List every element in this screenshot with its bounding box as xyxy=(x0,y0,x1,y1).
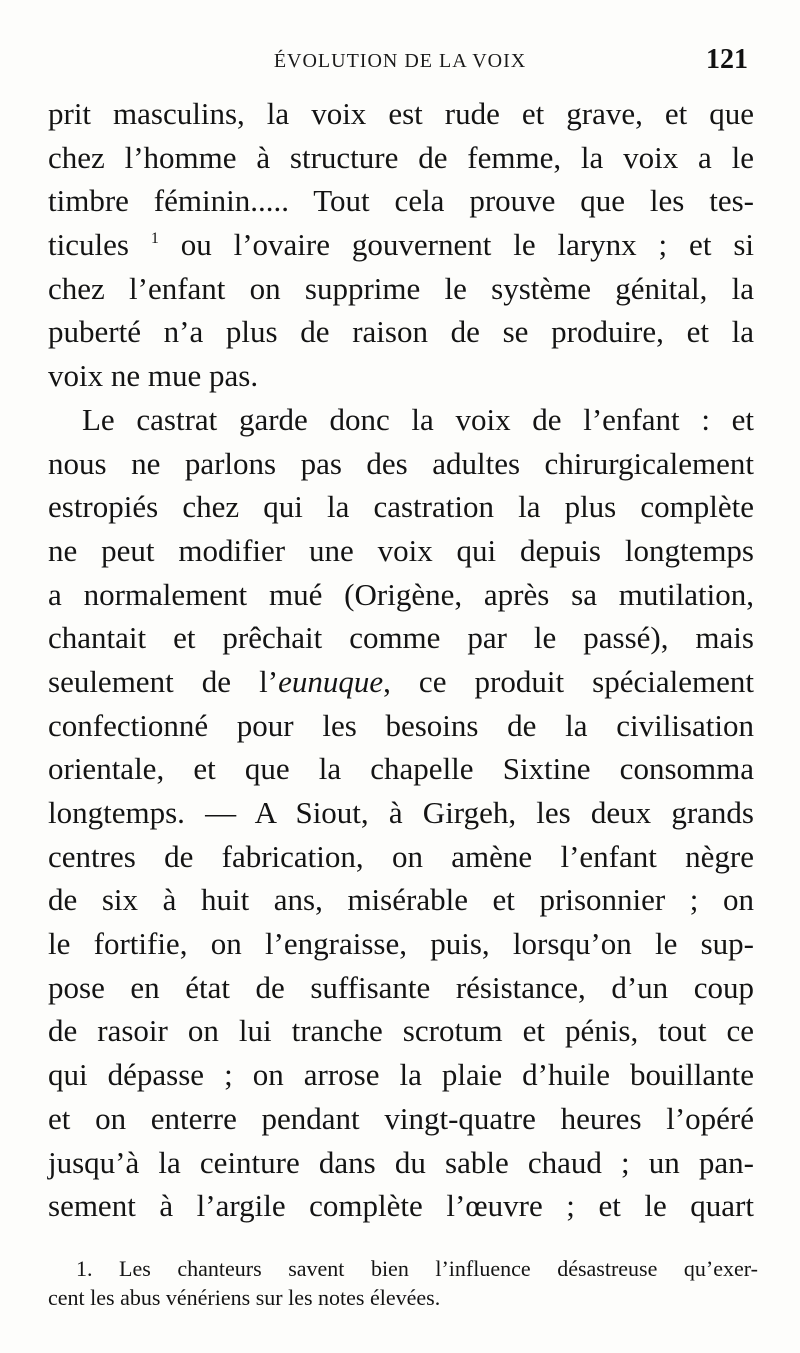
text-line: confectionné pour les besoins de la civilisation xyxy=(48,707,754,743)
text-line: centres de fabrication, on amène l’enfant nègre xyxy=(48,838,754,874)
page-number: 121 xyxy=(706,44,748,75)
text-line: nous ne parlons pas des adultes chirurgicalement xyxy=(48,445,754,481)
text-line: qui dépasse ; on arrose la plaie d’huile bouillante xyxy=(48,1057,754,1093)
text-line: prit masculins, la voix est rude et grave, et que xyxy=(48,96,754,131)
text-line: a normalement mué (Origène, après sa mutilation, xyxy=(48,576,754,612)
footnote-marker: 1. xyxy=(76,1256,93,1281)
text-line xyxy=(48,223,754,267)
footnote-text: Les chanteurs savent bien l’influence désastreuse qu’exer- xyxy=(119,1256,758,1281)
text-line: le fortifie, on l’engraisse, puis, lorsqu’on le sup- xyxy=(48,926,754,962)
text-line: orientale, et que la chapelle Sixtine consomma xyxy=(48,751,754,787)
paragraph-end-line: voix ne mue pas. xyxy=(48,358,259,394)
running-head xyxy=(48,46,752,86)
text-line: de rasoir on lui tranche scrotum et pénis, tout ce xyxy=(48,1013,754,1049)
text-line: chez l’homme à structure de femme, la voix a le xyxy=(48,139,754,175)
running-title: ÉVOLUTION DE LA VOIX xyxy=(273,50,527,72)
text-line: estropiés chez qui la castration la plus complète xyxy=(48,489,754,525)
text-line: chantait et prêchait comme par le passé), mais xyxy=(48,620,754,656)
text-line: de six à huit ans, misérable et prisonnier ; on xyxy=(48,882,754,918)
text-line: chez l’enfant on supprime le système génital, la xyxy=(48,270,754,306)
text-line: ne peut modifier une voix qui depuis longtemps xyxy=(48,532,754,568)
text-line: pose en état de suffisante résistance, d’un coup xyxy=(48,969,754,1005)
text-line-rest: ou l’ovaire gouvernent le larynx ; et si xyxy=(180,227,754,263)
paragraph-start-line: Le castrat garde donc la voix de l’enfant : et xyxy=(82,401,754,437)
footnote-line xyxy=(48,1254,758,1283)
text-line-lead: ticules xyxy=(48,227,129,263)
text-line xyxy=(48,660,754,704)
body-text xyxy=(48,92,754,1228)
text-line: longtemps. — A Siout, à Girgeh, les deux grands xyxy=(48,795,754,830)
text-line-lead: seulement de l’ xyxy=(48,663,279,699)
text-line: jusqu’à la ceinture dans du sable chaud ; un pan- xyxy=(48,1144,754,1180)
footnote-reference: 1 xyxy=(150,230,159,248)
footnotes xyxy=(48,1254,758,1312)
text-line: timbre féminin..... Tout cela prouve que les tes- xyxy=(48,183,754,219)
text-line: et on enterre pendant vingt-quatre heures l’opéré xyxy=(48,1100,754,1136)
text-line: puberté n’a plus de raison de se produire, et la xyxy=(48,314,754,350)
text-line-rest: , ce produit spécialement xyxy=(383,663,754,699)
text-line: sement à l’argile complète l’œuvre ; et le quart xyxy=(48,1188,754,1224)
italic-term: eunuque xyxy=(278,663,384,699)
footnote-line: cent les abus vénériens sur les notes élevées. xyxy=(48,1285,441,1310)
